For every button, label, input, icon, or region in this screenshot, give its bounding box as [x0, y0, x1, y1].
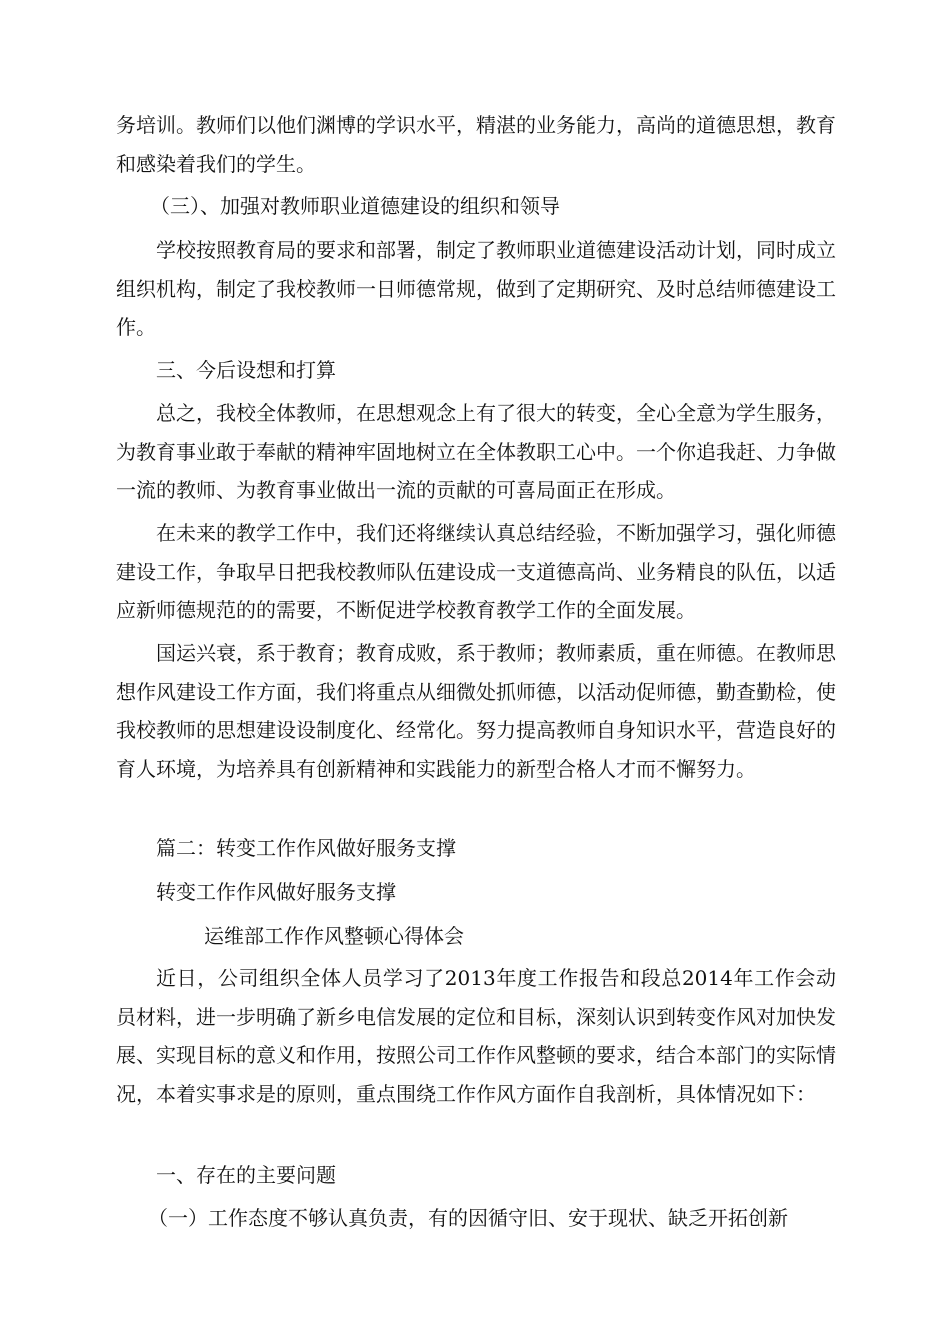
paragraph-introduction: 近日，公司组织全体人员学习了2013年度工作报告和段总2014年工作会动员材料，进一步明确了新乡电信发展的定位和目标，深刻认识到转变作风对加快发展、实现目标的意义和作用，按照公司工作作风整顿的要求，结合本部门的实际情况，本着实事求是的原则，重点围绕工作作风方面作自我剖析，具体情况如下： — [116, 966, 836, 1106]
heading-future-plans: 三、今后设想和打算 — [156, 358, 336, 382]
heading-subtitle: 运维部工作作风整顿心得体会 — [204, 924, 464, 948]
heading-part-two: 篇二：转变工作作风做好服务支撑 — [156, 836, 456, 860]
paragraph-summary: 总之，我校全体教师，在思想观念上有了很大的转变，全心全意为学生服务，为教育事业敢于奉献的精神牢固地树立在全体教职工心中。一个你追我赶、力争做一流的教师、为教育事业做出一流的贡献的可喜局面正在形成。 — [116, 401, 836, 502]
paragraph-teacher-training: 务培训。教师们以他们渊博的学识水平，精湛的业务能力，高尚的道德思想，教育和感染着我们的学生。 — [116, 113, 836, 176]
heading-main-problems: 一、存在的主要问题 — [156, 1163, 336, 1187]
heading-title: 转变工作作风做好服务支撑 — [156, 880, 396, 904]
paragraph-problem-1: （一）工作态度不够认真负责，有的因循守旧、安于现状、缺乏开拓创新 — [148, 1206, 788, 1230]
heading-section-3: （三）、加强对教师职业道德建设的组织和领导 — [150, 194, 560, 218]
paragraph-future-work: 在未来的教学工作中，我们还将继续认真总结经验，不断加强学习，强化师德建设工作，争取早日把我校教师队伍建设成一支道德高尚、业务精良的队伍，以适应新师德规范的的需要，不断促进学校教育教学工作的全面发展。 — [116, 521, 836, 622]
paragraph-organization: 学校按照教育局的要求和部署，制定了教师职业道德建设活动计划，同时成立组织机构，制定了我校教师一日师德常规，做到了定期研究、及时总结师德建设工作。 — [116, 238, 836, 339]
paragraph-ethics: 国运兴衰，系于教育；教育成败，系于教师；教师素质，重在师德。在教师思想作风建设工作方面，我们将重点从细微处抓师德，以活动促师德，勤查勤检，使我校教师的思想建设设制度化、经常化。努力提高教师自身知识水平，营造良好的育人环境，为培养具有创新精神和实践能力的新型合格人才而不懈努力。 — [116, 641, 836, 781]
